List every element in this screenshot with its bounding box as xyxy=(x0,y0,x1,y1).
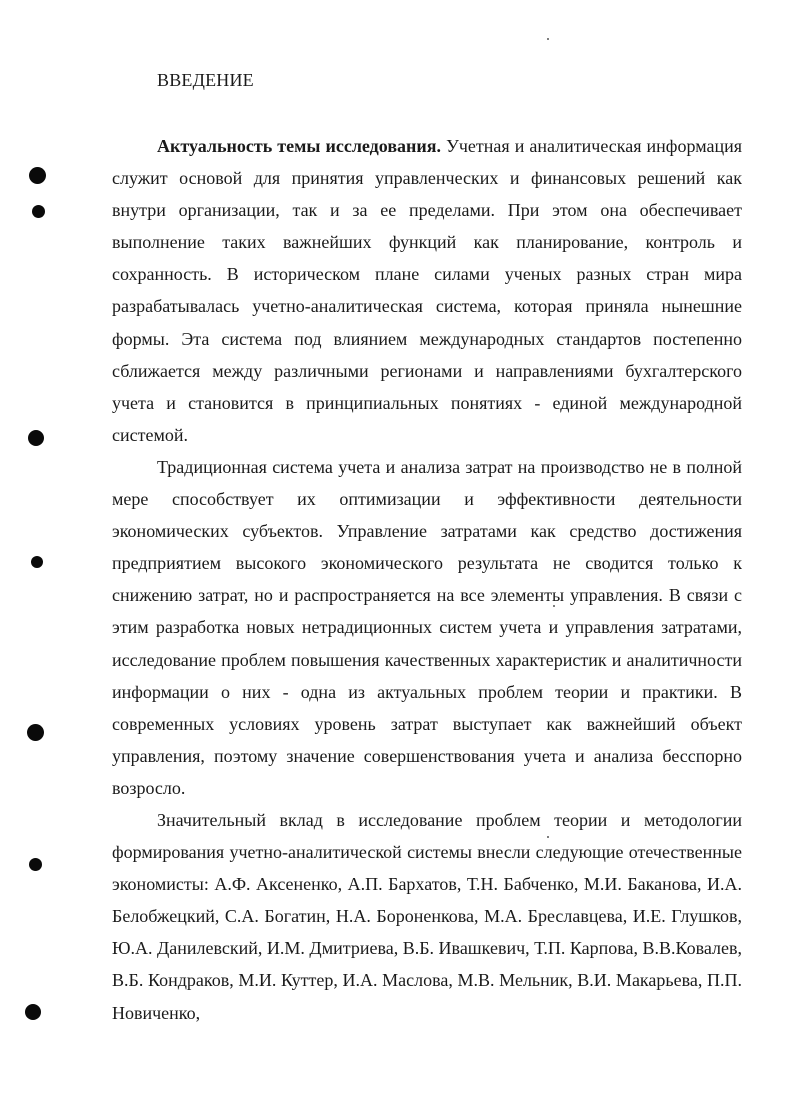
paragraph-text: Учетная и аналитическая информация служит основой для принятия управленческих и финансовых решений как внутри организации, так и за ее пределами. При этом она обеспечивает выполнение таких важнейших функций как планирование, контроль и сохранность. В историческом плане силами ученых разных стран мира разрабатывалась учетно-аналитическая система, которая приняла нынешние формы. Эта система под влиянием международных стандартов постепенно сближается между различными регионами и направлениями бухгалтерского учета и становится в принципиальных понятиях - единой международной системой. xyxy=(112,136,743,445)
paragraph-relevance xyxy=(112,130,742,451)
binder-hole-4 xyxy=(31,556,43,568)
binder-hole-6 xyxy=(29,858,42,871)
body-text xyxy=(112,130,742,1029)
binder-hole-5 xyxy=(27,724,44,741)
scan-speck xyxy=(547,38,549,40)
paragraph-contributors xyxy=(112,804,742,1029)
binder-hole-3 xyxy=(28,430,44,446)
paragraph-text: Традиционная система учета и анализа затрат на производство не в полной мере способствует их оптимизации и эффективности деятельности экономических субъектов. Управление затратами как средство достижения предприятием высокого экономического результата не сводится только к снижению затрат, но и распространяется на все элементы управления. В связи с этим разработка новых нетрадиционных систем учета и управления затратами, исследование проблем повышения качественных характеристик и аналитичности информации о них - одна из актуальных проблем теории и практики. В современных условиях уровень затрат выступает как важнейший объект управления, поэтому значение совершенствования учета и анализа бесспорно возросло. xyxy=(112,456,742,798)
binder-hole-2 xyxy=(32,205,45,218)
paragraph-cost-system xyxy=(112,451,742,804)
section-heading: ВВЕДЕНИЕ xyxy=(157,70,254,90)
binder-hole-1 xyxy=(29,167,46,184)
paragraph-lead: Актуальность темы исследования. xyxy=(157,136,442,156)
binder-hole-7 xyxy=(25,1004,41,1020)
paragraph-text: Значительный вклад в исследование проблем теории и методологии формирования учетно-аналитической системы внесли следующие отечественные экономисты: А.Ф. Аксененко, А.П. Бархатов, Т.Н. Бабченко, М.И. Баканова, И.А. Белобжецкий, С.А. Богатин, Н.А. Бороненкова, М.А. Бреславцева, И.Е. Глушков, Ю.А. Данилевский, И.М. Дмитриева, В.Б. Ивашкевич, Т.П. Карпова, В.В.Ковалев, В.Б. Кондраков, М.И. Куттер, И.А. Маслова, М.В. Мельник, В.И. Макарьева, П.П. Новиченко, xyxy=(112,809,742,1023)
